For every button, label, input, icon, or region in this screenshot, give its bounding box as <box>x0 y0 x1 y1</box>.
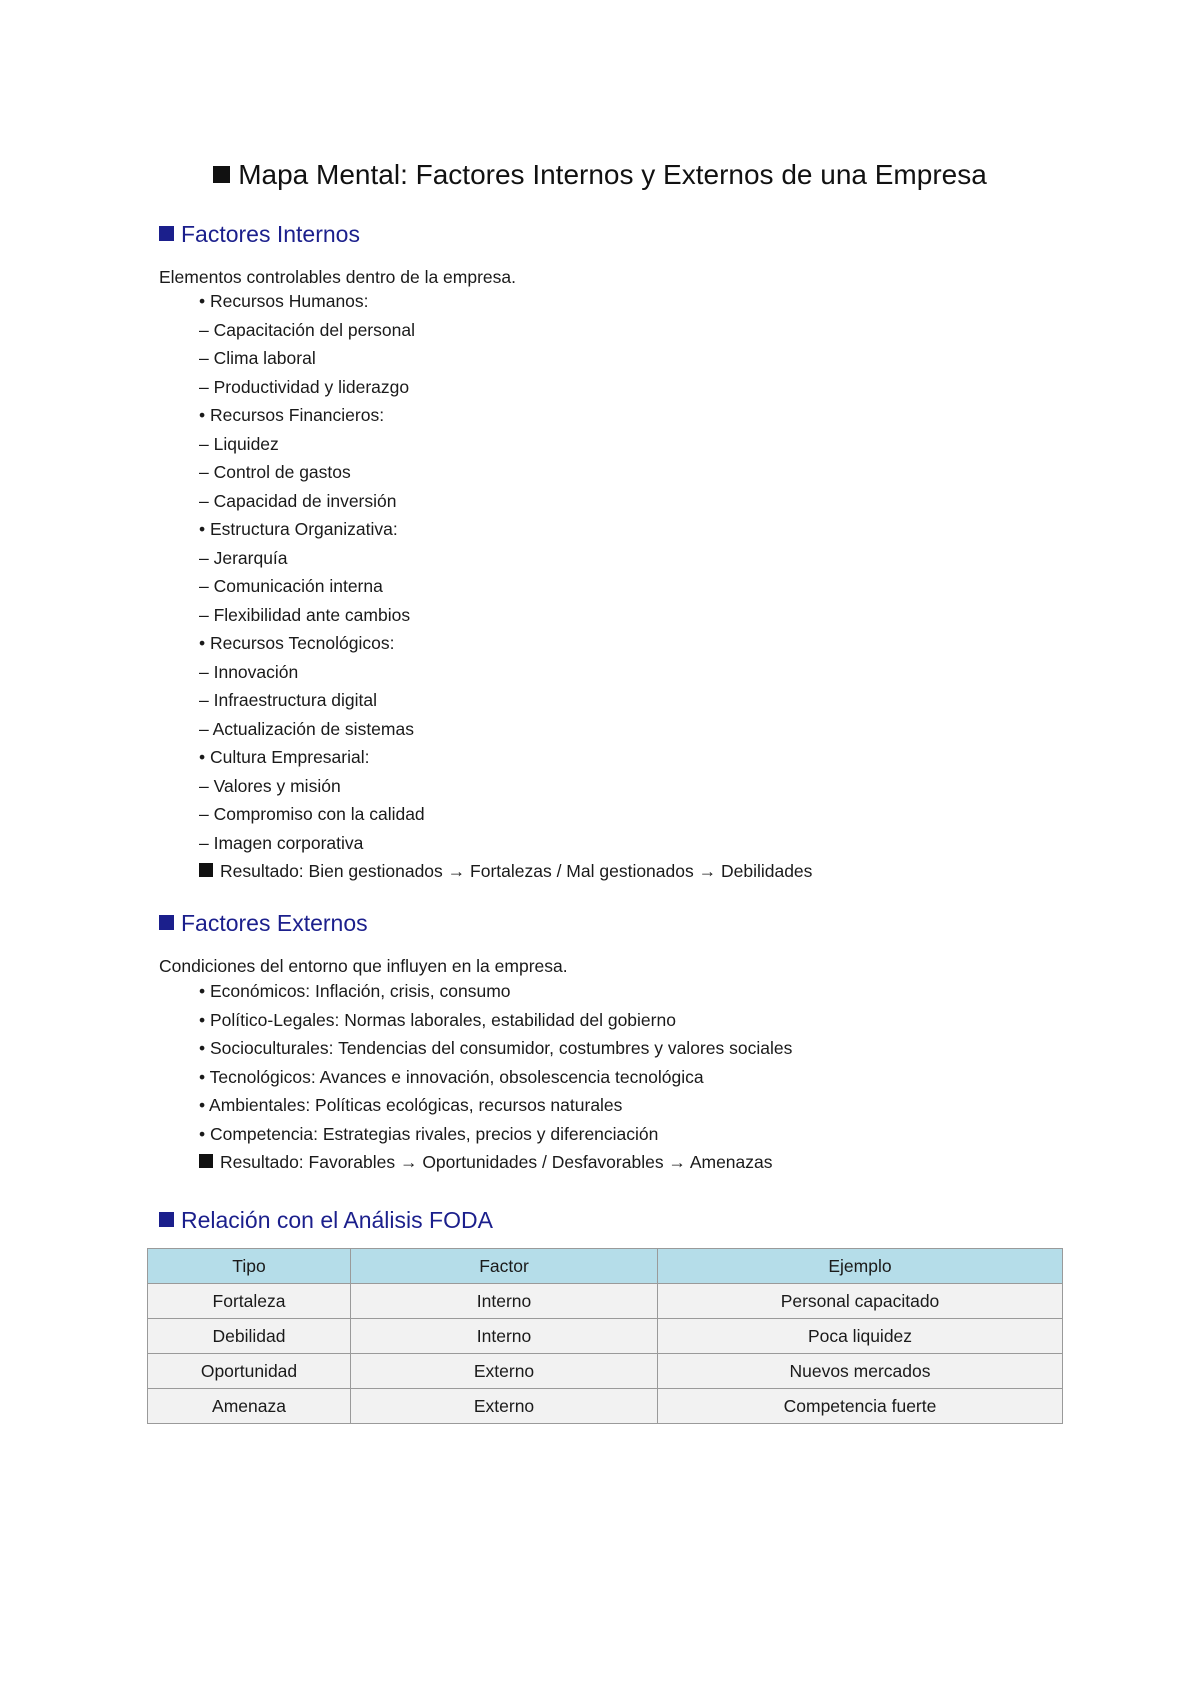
section-heading-externos-text: Factores Externos <box>181 910 368 936</box>
square-bullet-icon <box>159 226 174 241</box>
list-item: – Liquidez <box>199 433 279 454</box>
list-item: – Compromiso con la calidad <box>199 804 425 824</box>
list-item: • Socioculturales: Tendencias del consumidor, costumbres y valores sociales <box>199 1038 793 1058</box>
list-item: • Competencia: Estrategias rivales, precios y diferenciación <box>199 1123 659 1144</box>
table-row <box>148 1389 1063 1424</box>
internos-result-text: Resultado: Bien gestionados → Fortalezas / Mal gestionados → Debilidades <box>220 861 813 881</box>
square-bullet-icon <box>213 166 230 183</box>
list-item: • Recursos Financieros: <box>199 405 385 425</box>
list-item: • Político-Legales: Normas laborales, estabilidad del gobierno <box>199 1009 676 1030</box>
table-cell: Interno <box>351 1284 658 1319</box>
list-item: • Tecnológicos: Avances e innovación, obsolescencia tecnológica <box>199 1066 704 1087</box>
table-cell: Oportunidad <box>148 1354 351 1389</box>
section-heading-foda <box>159 1206 493 1234</box>
table-row <box>148 1354 1063 1389</box>
list-item: – Infraestructura digital <box>199 690 378 710</box>
table-cell: Externo <box>351 1389 658 1424</box>
list-item: • Recursos Humanos: <box>199 291 369 311</box>
list-item: – Valores y misión <box>199 775 341 796</box>
list-item: • Recursos Tecnológicos: <box>199 633 395 653</box>
square-bullet-icon <box>199 1154 213 1168</box>
list-item: • Ambientales: Políticas ecológicas, recursos naturales <box>199 1095 623 1115</box>
table-cell: Competencia fuerte <box>658 1389 1063 1424</box>
list-item: • Estructura Organizativa: <box>199 519 398 539</box>
square-bullet-icon <box>159 1212 174 1227</box>
table-cell: Amenaza <box>148 1389 351 1424</box>
table-row <box>148 1284 1063 1319</box>
externos-intro: Condiciones del entorno que influyen en la empresa. <box>159 956 568 976</box>
table-header-row <box>148 1249 1063 1284</box>
internos-intro: Elementos controlables dentro de la empresa. <box>159 267 517 287</box>
table-cell: Debilidad <box>148 1319 351 1354</box>
section-heading-internos <box>159 220 360 248</box>
externos-result-text: Resultado: Favorables → Oportunidades / Desfavorables → Amenazas <box>220 1152 773 1172</box>
section-heading-internos-text: Factores Internos <box>181 221 360 247</box>
list-item: – Jerarquía <box>199 547 288 568</box>
internos-result <box>199 860 812 889</box>
section-heading-foda-text: Relación con el Análisis FODA <box>181 1207 493 1233</box>
document-title-text: Mapa Mental: Factores Internos y Externos de una Empresa <box>238 159 987 190</box>
list-item: • Cultura Empresarial: <box>199 747 370 767</box>
column-header-factor: Factor <box>351 1249 658 1284</box>
list-item: – Flexibilidad ante cambios <box>199 604 411 625</box>
table-cell: Poca liquidez <box>658 1319 1063 1354</box>
square-bullet-icon <box>199 863 213 877</box>
list-item: – Clima laboral <box>199 348 316 368</box>
list-item: – Productividad y liderazgo <box>199 376 410 397</box>
column-header-tipo: Tipo <box>148 1249 351 1284</box>
list-item: – Capacitación del personal <box>199 319 415 340</box>
square-bullet-icon <box>159 915 174 930</box>
list-item: • Económicos: Inflación, crisis, consumo <box>199 981 511 1001</box>
list-item: – Imagen corporativa <box>199 832 364 853</box>
list-item: – Actualización de sistemas <box>199 718 414 739</box>
foda-table <box>147 1248 1063 1424</box>
column-header-ejemplo: Ejemplo <box>658 1249 1063 1284</box>
document-title <box>0 158 1200 192</box>
list-item: – Comunicación interna <box>199 576 383 596</box>
table-cell: Externo <box>351 1354 658 1389</box>
externos-result <box>199 1151 792 1180</box>
internos-list <box>199 290 812 889</box>
table-cell: Fortaleza <box>148 1284 351 1319</box>
table-cell: Nuevos mercados <box>658 1354 1063 1389</box>
table-cell: Personal capacitado <box>658 1284 1063 1319</box>
list-item: – Control de gastos <box>199 462 351 482</box>
table-cell: Interno <box>351 1319 658 1354</box>
externos-list <box>199 980 792 1180</box>
section-heading-externos <box>159 909 368 937</box>
list-item: – Innovación <box>199 661 299 682</box>
list-item: – Capacidad de inversión <box>199 490 397 511</box>
table-row <box>148 1319 1063 1354</box>
